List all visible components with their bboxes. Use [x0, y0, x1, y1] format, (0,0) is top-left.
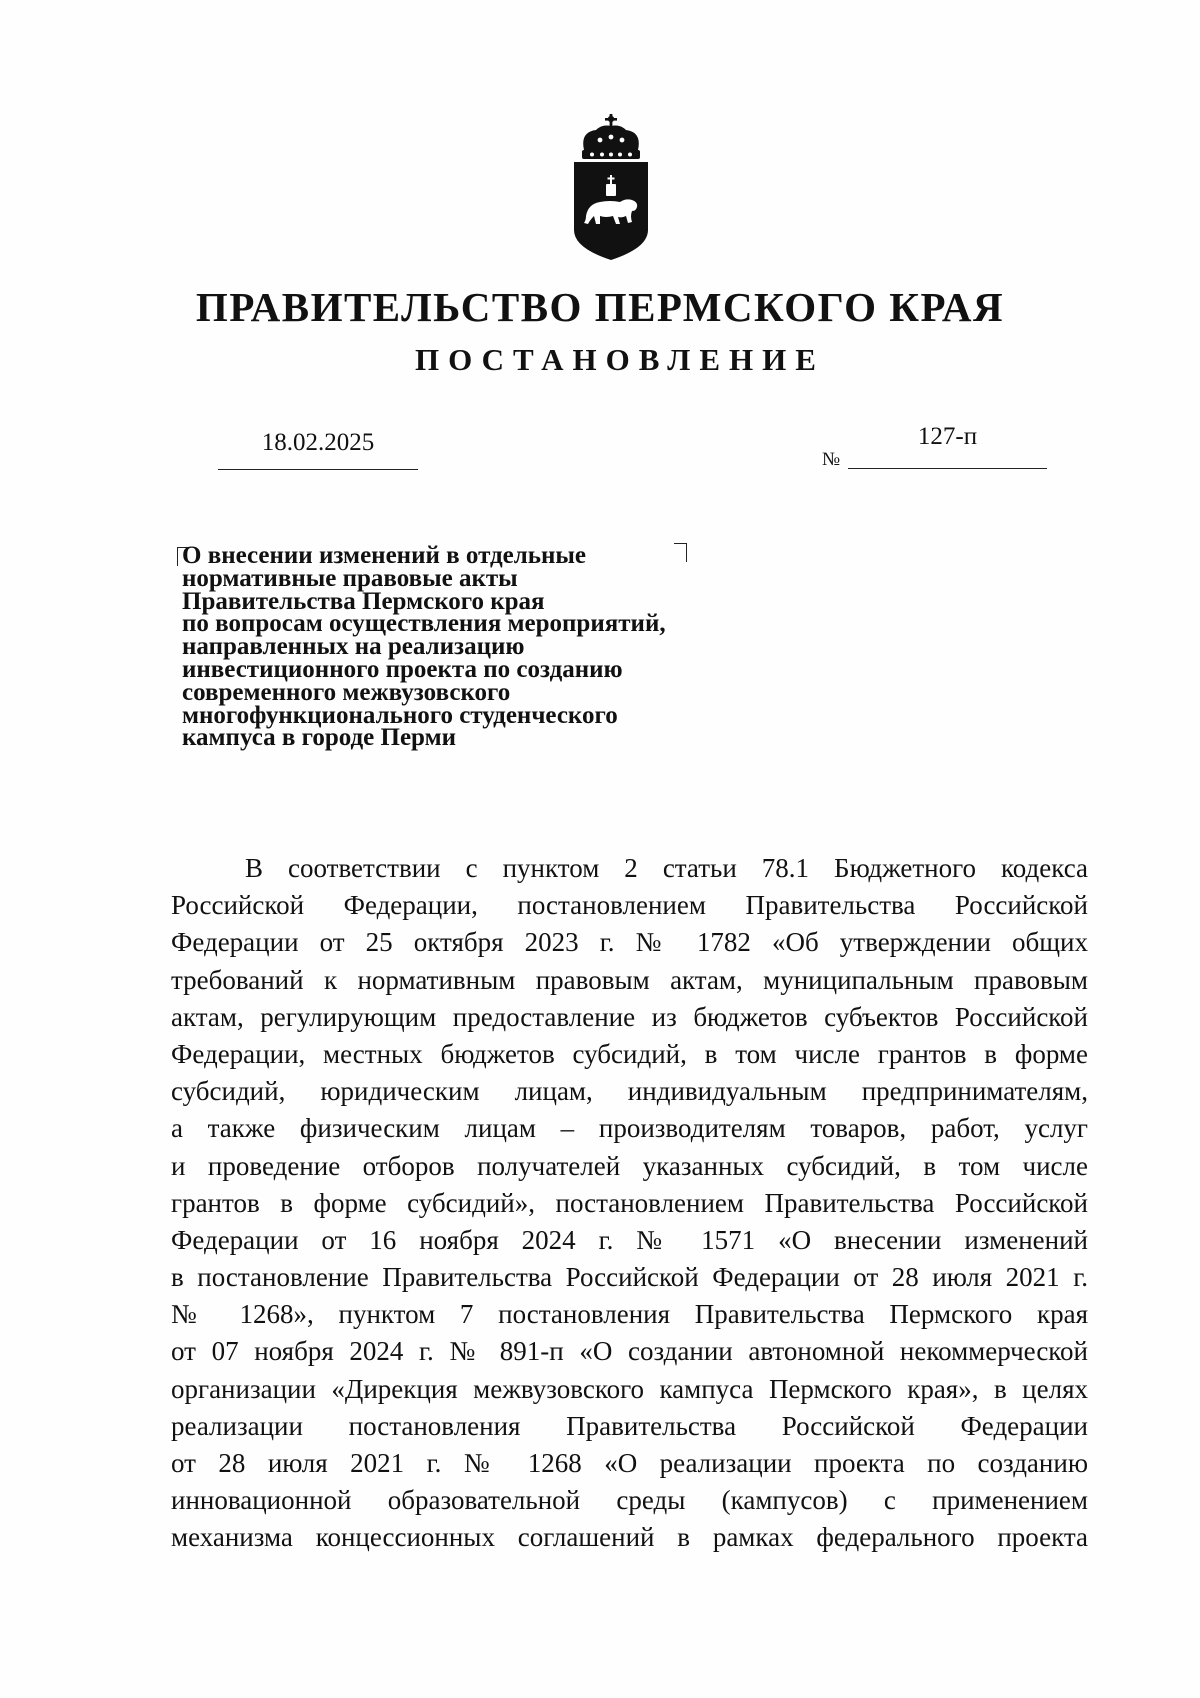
number-field — [822, 425, 1047, 469]
body-line: Российской Федерации, постановлением Правительства Российской — [171, 890, 1088, 921]
subject-line: многофункционального студенческого — [182, 701, 618, 729]
date-field — [218, 429, 418, 470]
body-line: требований к нормативным правовым актам, муниципальным правовым — [171, 964, 1088, 995]
document-subject — [182, 542, 742, 752]
body-line: от 28 июля 2021 г. № 1268 «О реализации проекта по созданию — [171, 1448, 1088, 1478]
subject-line: Правительства Пермского края — [182, 587, 545, 615]
subject-line: по вопросам осуществления мероприятий, — [182, 610, 666, 638]
body-line: реализации постановления Правительства Российской Федерации — [171, 1410, 1088, 1441]
body-line: субсидий, юридическим лицам, индивидуальным предпринимателям, — [171, 1076, 1088, 1107]
body-line: актам, регулирующим предоставление из бюджетов субъектов Российской — [171, 1001, 1088, 1032]
body-line: от 07 ноября 2024 г. № 891-п «О создании автономной некоммерческой — [171, 1336, 1088, 1367]
document-number: 127-п — [917, 423, 978, 450]
number-sign: № — [822, 449, 841, 470]
coat-of-arms-icon — [566, 112, 656, 262]
organization-title: ПРАВИТЕЛЬСТВО ПЕРМСКОГО КРАЯ — [195, 284, 1005, 330]
document-date: 18.02.2025 — [261, 429, 375, 456]
body-line: в постановление Правительства Российской Федерации от 28 июля 2021 г. — [171, 1262, 1088, 1293]
body-line: и проведение отборов получателей указанных субсидий, в том числе — [171, 1150, 1088, 1181]
subject-line: современного межвузовского — [182, 678, 511, 706]
document-body — [171, 850, 1088, 1557]
body-line: № 1268», пунктом 7 постановления Правительства Пермского края — [171, 1299, 1088, 1330]
subject-line: нормативные правовые акты — [182, 564, 518, 592]
body-line: Федерации от 16 ноября 2024 г. № 1571 «О внесении изменений — [171, 1224, 1088, 1255]
body-line: организации «Дирекция межвузовского кампуса Пермского края», в целях — [171, 1373, 1088, 1404]
number-underline — [848, 468, 1047, 469]
document-type: ПОСТАНОВЛЕНИЕ — [415, 342, 825, 377]
subject-line: О внесении изменений в отдельные — [182, 542, 587, 569]
body-line: инновационной образовательной среды (кампусов) с применением — [171, 1485, 1088, 1516]
subject-line: кампуса в городе Перми — [182, 724, 456, 752]
body-line: механизма концессионных соглашений в рамках федерального проекта — [171, 1522, 1088, 1553]
subject-line: инвестиционного проекта по созданию — [182, 655, 623, 683]
body-line: В соответствии с пунктом 2 статьи 78.1 Бюджетного кодекса — [245, 853, 1088, 883]
body-line: Федерации, местных бюджетов субсидий, в том числе грантов в форме — [171, 1038, 1088, 1069]
subject-line: направленных на реализацию — [182, 633, 525, 661]
body-line: Федерации от 25 октября 2023 г. № 1782 «Об утверждении общих — [171, 927, 1088, 958]
body-line: грантов в форме субсидий», постановлением Правительства Российской — [171, 1187, 1088, 1218]
body-line: а также физическим лицам – производителям товаров, работ, услуг — [171, 1113, 1088, 1144]
